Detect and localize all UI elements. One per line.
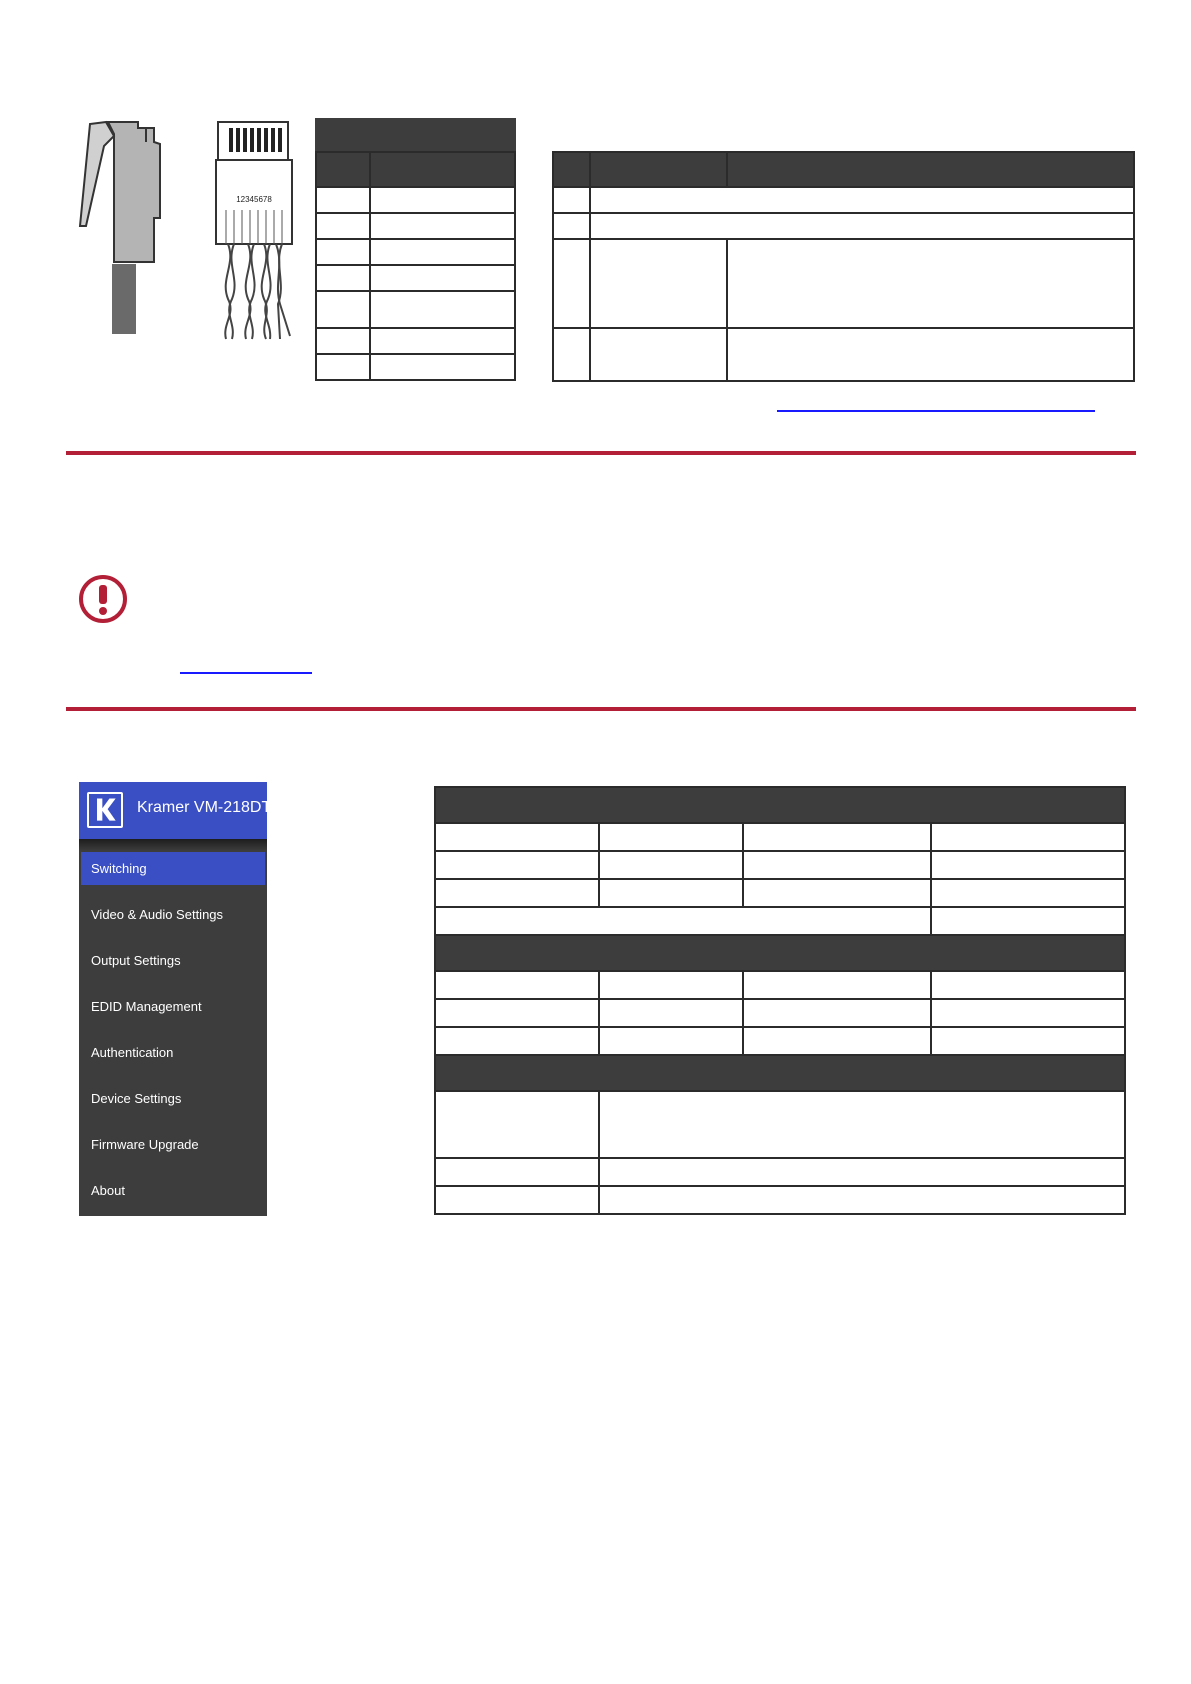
section-header-row xyxy=(435,935,1125,971)
table-row xyxy=(553,213,1134,239)
table-row xyxy=(435,999,1125,1027)
table-row xyxy=(553,239,1134,328)
cable-reference-link[interactable] xyxy=(777,410,1095,412)
menu-item-output-settings[interactable]: Output Settings xyxy=(91,953,181,968)
table-row xyxy=(435,971,1125,999)
table-row xyxy=(435,1186,1125,1214)
table-row xyxy=(316,239,515,265)
note-reference-link[interactable] xyxy=(180,672,312,674)
table-row xyxy=(316,213,515,239)
table-row xyxy=(316,187,515,213)
menu-item-firmware-upgrade[interactable]: Firmware Upgrade xyxy=(91,1137,199,1152)
wiring-description-table xyxy=(552,151,1135,382)
section-divider-bottom xyxy=(66,707,1136,711)
menu-header-shadow xyxy=(79,839,267,851)
table-row xyxy=(435,1158,1125,1186)
warning-icon xyxy=(78,574,128,624)
table-row xyxy=(435,1091,1125,1158)
pin-wire-table xyxy=(315,151,516,381)
settings-table xyxy=(434,786,1126,1215)
table-row xyxy=(316,265,515,291)
menu-item-device-settings[interactable]: Device Settings xyxy=(91,1091,182,1106)
kramer-logo-icon xyxy=(87,792,123,828)
table-row xyxy=(435,907,1125,935)
table-header-row xyxy=(316,152,515,187)
table-row xyxy=(435,1027,1125,1055)
table-row xyxy=(316,354,515,380)
section-header-row xyxy=(435,1055,1125,1091)
table-row xyxy=(435,851,1125,879)
menu-item-video-audio-settings[interactable]: Video & Audio Settings xyxy=(91,907,224,922)
menu-header xyxy=(79,782,272,839)
menu-item-edid-management[interactable]: EDID Management xyxy=(91,999,202,1014)
menu-item-authentication[interactable]: Authentication xyxy=(91,1045,174,1060)
section-divider-top xyxy=(66,451,1136,455)
table-row xyxy=(435,879,1125,907)
section-header-row xyxy=(435,787,1125,823)
rj45-front-view-illustration xyxy=(214,114,294,344)
pin-table-title-bar xyxy=(315,118,516,151)
table-row xyxy=(435,823,1125,851)
table-row xyxy=(553,187,1134,213)
table-header-row xyxy=(553,152,1134,187)
table-row xyxy=(316,291,515,328)
menu-title: Kramer VM-218DT xyxy=(137,799,272,816)
table-row xyxy=(316,328,515,354)
web-ui-navigation-menu xyxy=(79,782,272,1216)
menu-item-switching[interactable]: Switching xyxy=(81,852,265,885)
menu-item-about[interactable]: About xyxy=(91,1183,125,1198)
rj45-side-view-illustration xyxy=(76,114,176,344)
table-row xyxy=(553,328,1134,381)
pin-numbers-label: 12345678 xyxy=(236,195,272,204)
